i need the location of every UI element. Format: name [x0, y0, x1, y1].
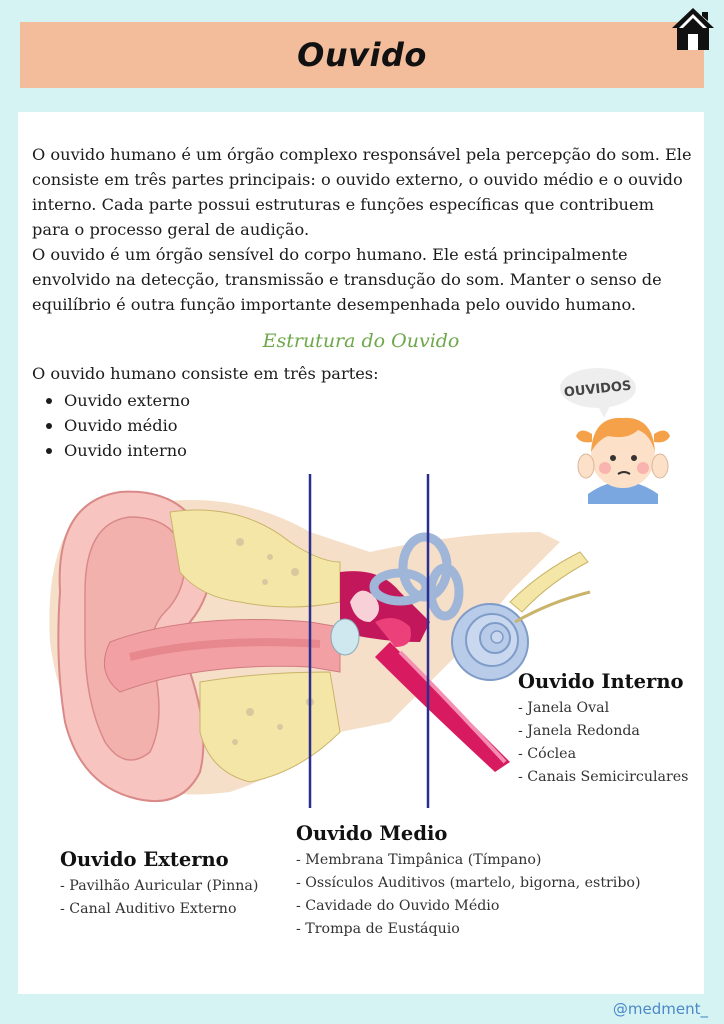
- list-item: - Canais Semicirculares: [518, 769, 689, 785]
- list-item: Ouvido médio: [44, 413, 190, 438]
- list-item: - Cóclea: [518, 746, 577, 762]
- intro-paragraph-2: O ouvido é um órgão sensível do corpo humano. Ele está principalmente envolvido na detecção, transmissão e transdução do som. Manter o senso de equilíbrio é outra função importante desempenhada pelo ouvido humano.: [32, 245, 662, 314]
- inner-ear-label: [518, 670, 688, 789]
- outer-ear-label: [60, 848, 258, 921]
- list-item: - Trompa de Eustáquio: [296, 921, 460, 937]
- outer-ear-title: Ouvido Externo: [60, 848, 229, 871]
- intro-paragraph-1: O ouvido humano é um órgão complexo responsável pela percepção do som. Ele consiste em três partes principais: o ouvido externo, o ouvido médio e o ouvido interno. Cada parte possui estruturas e funções específicas que contribuem para o processo geral de audição.: [32, 145, 692, 239]
- list-item: - Membrana Timpânica (Tímpano): [296, 852, 542, 868]
- speech-bubble-text: OUVIDOS: [563, 378, 633, 401]
- ear-anatomy-illustration: [40, 472, 600, 812]
- middle-ear-title: Ouvido Medio: [296, 822, 448, 845]
- home-icon: [668, 4, 718, 54]
- list-item: - Ossículos Auditivos (martelo, bigorna, estribo): [296, 875, 641, 891]
- list-item: - Pavilhão Auricular (Pinna): [60, 878, 259, 894]
- list-item: Ouvido interno: [44, 438, 190, 463]
- page-title: Ouvido: [297, 36, 427, 74]
- list-item: - Janela Oval: [518, 700, 610, 716]
- middle-ear-label: [296, 822, 641, 941]
- intro-text: [32, 142, 692, 317]
- parts-list: [44, 388, 190, 463]
- list-item: - Janela Redonda: [518, 723, 640, 739]
- list-item: - Canal Auditivo Externo: [60, 901, 237, 917]
- author-handle: @medment_: [612, 1000, 708, 1018]
- section-title: Estrutura do Ouvido: [262, 330, 460, 352]
- inner-ear-title: Ouvido Interno: [518, 670, 684, 693]
- content-card: [18, 112, 704, 994]
- title-bar: [20, 22, 704, 88]
- list-item: - Cavidade do Ouvido Médio: [296, 898, 500, 914]
- list-item: Ouvido externo: [44, 388, 190, 413]
- structure-intro: O ouvido humano consiste em três partes:: [32, 364, 379, 383]
- home-button[interactable]: [668, 4, 718, 54]
